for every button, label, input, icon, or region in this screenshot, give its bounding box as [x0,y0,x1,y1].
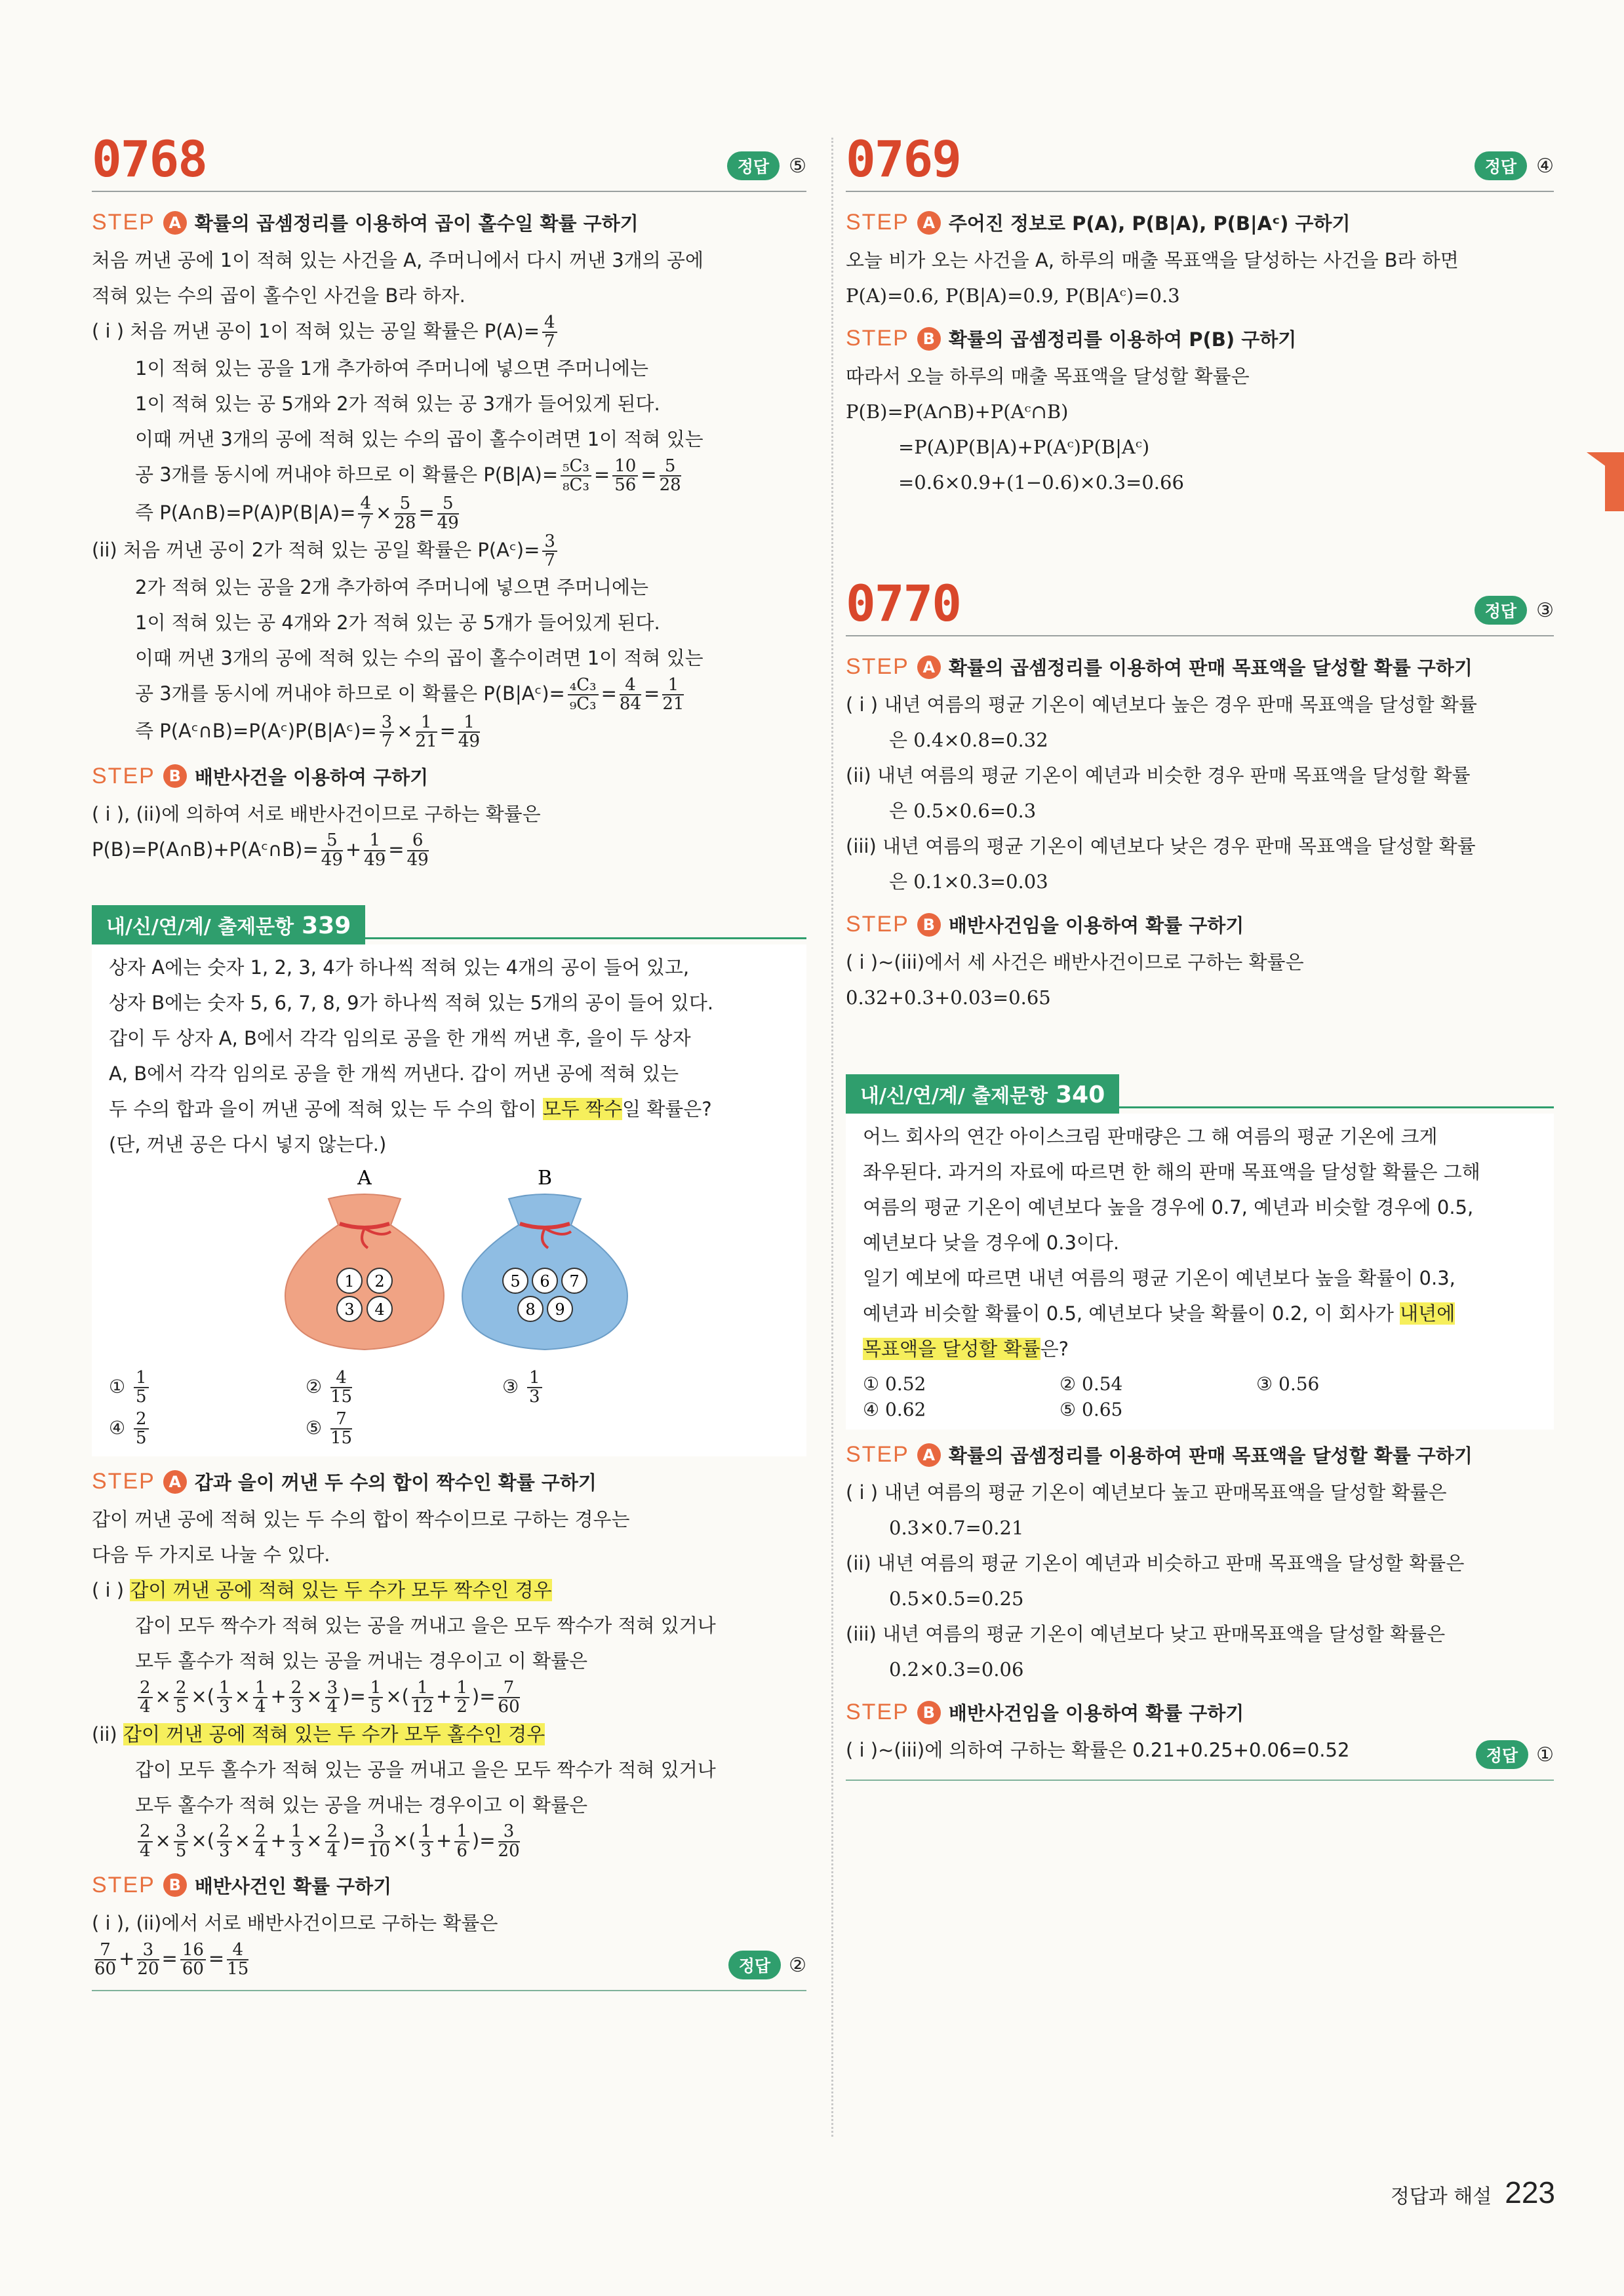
choice-2: ② $\frac{4}{15}$ [306,1368,353,1407]
text-line: 모두 홀수가 적혀 있는 공을 꺼내는 경우이고 이 확률은 [135,1650,588,1673]
bag-b [462,1194,627,1350]
step-word: STEP [846,326,909,351]
fraction: $\frac{7}{15}$ [330,1409,353,1448]
step-word: STEP [92,1469,155,1494]
formula-line: 0.3×0.7=0.21 [889,1517,1024,1539]
answer-badge [1475,596,1554,625]
fraction: $\frac{4}{15}$ [330,1368,353,1407]
fraction: $\frac{2}{4}$ [325,1823,340,1860]
step-a-header [92,1468,806,1495]
fraction: $\frac{7}{60}$ [94,1939,117,1979]
text-line: 적혀 있는 수의 곱이 홀수인 사건을 B라 하자. [92,284,465,307]
exam-link-340-header [846,1074,1554,1114]
problem-text: 상자 A에는 숫자 1, 2, 3, 4가 하나씩 적혀 있는 4개의 공이 들어 있고, [109,956,690,979]
fraction: $\frac{3}{5}$ [174,1823,189,1860]
text-line: 이때 꺼낸 3개의 공에 적혀 있는 수의 곱이 홀수이려면 1이 적혀 있는 [135,428,703,451]
step-b-header [846,911,1554,938]
section-end-rule [846,1780,1554,1781]
section-end-rule [92,1990,806,1991]
fraction: $\frac{2}{5}$ [174,1679,189,1717]
text-line: (ii) 내년 여름의 평균 기온이 예년과 비슷하고 판매 목표액을 달성할 확률은 [846,1552,1465,1574]
step-title: 배반사건임을 이용하여 확률 구하기 [948,914,1244,937]
step-letter-circle: B [163,764,187,788]
step-title: 확률의 곱셈정리를 이용하여 P(B) 구하기 [948,328,1297,351]
exam-link-339-header [92,905,806,944]
page-edge-tab-notch [1587,452,1606,467]
text-line: (iii) 내년 여름의 평균 기온이 예년보다 낮고 판매목표액을 달성할 확률은 [846,1623,1446,1645]
case-head: (ii) 갑이 꺼낸 공에 적혀 있는 두 수가 모두 홀수인 경우 [92,1722,545,1745]
formula-line: 은 0.1×0.3=0.03 [889,870,1048,893]
fraction: $\frac{1}{6}$ [454,1823,469,1860]
text-line: (ii) 내년 여름의 평균 기온이 예년과 비슷한 경우 판매 목표액을 달성할 확률 [846,764,1471,787]
text-line: 2가 적혀 있는 공을 2개 추가하여 주머니에 넣으면 주머니에는 [135,576,648,599]
text-line: 처음 꺼낸 공에 1이 적혀 있는 사건을 A, 주머니에서 다시 꺼낸 3개의 공에 [92,249,703,271]
step-letter-circle: A [163,1470,187,1494]
right-column [846,130,1554,1781]
step-title: 갑과 을이 꺼낸 두 수의 합이 짝수인 확률 구하기 [194,1471,597,1494]
fraction: $\frac{1}{12}$ [411,1677,434,1717]
problem-text: 좌우된다. 과거의 자료에 따르면 한 해의 판매 목표액을 달성할 확률은 그해 [863,1161,1480,1183]
answer-label: 정답 [727,151,780,180]
question-number: 0770 [846,574,961,632]
step-title: 주어진 정보로 P(A), P(B|A), P(B|Aᶜ) 구하기 [948,212,1351,235]
ball-a-label: 2 [374,1272,385,1291]
fraction: $\frac{4}{15}$ [227,1939,249,1979]
text-line: ( i )~(iii)에서 세 사건은 배반사건이므로 구하는 확률은 [846,951,1304,973]
bag-a-label: A [357,1167,372,1190]
step-letter-circle: B [917,1701,941,1724]
step-a-header [846,653,1554,680]
fraction: $\frac{2}{4}$ [138,1679,153,1717]
page-edge-tab [1605,452,1624,511]
fraction: $\frac{2}{3}$ [217,1823,232,1860]
formula-line: $\frac{2}{4}$ × $\frac{2}{5}$ ×( $\frac{1}{3}$ × $\frac{1}{4}$ + $\frac{2}{3}$ × $\frac{3}{4}$ )= $\frac{1}{5}$ ×( $\frac{1}{12}$ + $\frac{1}{2}$ )= $\frac{7}{60}$ [92,1679,806,1716]
text-line: 1이 적혀 있는 공 4개와 2가 적혀 있는 공 5개가 들어있게 된다. [135,612,660,634]
step-word: STEP [846,1442,909,1467]
fraction: $\frac{7}{60}$ [498,1677,520,1717]
header-rule [365,937,806,939]
answer-value: ⑤ [789,154,806,178]
formula-line: =P(A)P(B|A)+P(Aᶜ)P(B|Aᶜ) [898,436,1150,458]
answer-value: ③ [1536,598,1554,622]
step-word: STEP [846,654,909,679]
step-a-header [92,209,806,236]
step-b-header [846,1699,1554,1726]
choice-1: ① 0.52 [863,1373,926,1395]
step-word: STEP [92,763,155,788]
fraction: $\frac{1}{5}$ [134,1369,149,1407]
bag-figure [109,1166,789,1363]
step-word: STEP [846,1700,909,1724]
step-title: 확률의 곱셈정리를 이용하여 곱이 홀수일 확률 구하기 [194,212,639,235]
formula-line: 은 0.5×0.6=0.3 [889,800,1037,822]
question-0768-header [92,130,806,192]
text-line: 모두 홀수가 적혀 있는 공을 꺼내는 경우이고 이 확률은 [135,1793,588,1816]
choice-2: ② 0.54 [1060,1373,1123,1395]
step-a-header [846,209,1554,236]
problem-text: 여름의 평균 기온이 예년보다 높을 경우에 0.7, 예년과 비슷할 경우에 0.5, [863,1196,1474,1218]
case-ii-head: (ii) 처음 꺼낸 공이 2가 적혀 있는 공일 확률은 P(Aᶜ)= $\frac{3}{7}$ [92,532,806,570]
formula-line: $\frac{2}{4}$ × $\frac{3}{5}$ ×( $\frac{2}{3}$ × $\frac{2}{4}$ + $\frac{1}{3}$ × $\frac{2}{4}$ )= $\frac{3}{10}$ ×( $\frac{1}{3}$ + $\frac{1}{6}$ )= $\frac{3}{20}$ [92,1823,806,1860]
problem-339 [92,944,806,1456]
step-letter-circle: A [917,1443,941,1467]
step-word: STEP [92,210,155,235]
answer-label: 정답 [1475,596,1527,625]
formula-line: 0.5×0.5=0.25 [889,1587,1024,1610]
step-b-header [846,325,1554,352]
ball-b-label: 7 [569,1272,580,1291]
step-a-header [846,1441,1554,1468]
fraction: $\frac{1}{4}$ [253,1679,268,1717]
step-title: 배반사건임을 이용하여 확률 구하기 [948,1702,1244,1724]
step-word: STEP [846,210,909,235]
formula-line: 은 0.4×0.8=0.32 [889,729,1048,751]
text-line: 오늘 비가 오는 사건을 A, 하루의 매출 목표액을 달성하는 사건을 B라 하면 [846,249,1459,271]
exam-link-label: 내/신/연/계/ 출제문항 340 [846,1074,1119,1114]
text-line: ( i ), (ii)에 의하여 서로 배반사건이므로 구하는 확률은 [92,802,541,825]
text-line: ( i ) 내년 여름의 평균 기온이 예년보다 높고 판매목표액을 달성할 확률은 [846,1481,1447,1504]
fraction: $\frac{2}{5}$ [134,1411,149,1448]
exam-link-label: 내/신/연/계/ 출제문항 339 [92,905,365,944]
formula-line: P(A)=0.6, P(B|A)=0.9, P(B|Aᶜ)=0.3 [846,284,1180,307]
bag-a [285,1194,444,1350]
question-number: 0768 [92,130,207,188]
fraction: $\frac{1}{3}$ [527,1369,542,1407]
choice-3: ③ $\frac{1}{3}$ [502,1369,699,1407]
step-letter-circle: B [163,1873,187,1897]
choice-3: ③ 0.56 [1256,1373,1320,1395]
text-line: 1이 적혀 있는 공을 1개 추가하여 주머니에 넣으면 주머니에는 [135,357,648,380]
choice-4: ④ 0.62 [863,1399,926,1420]
text-line: 따라서 오늘 하루의 매출 목표액을 달성할 확률은 [846,365,1250,387]
question-0769-header [846,130,1554,192]
text-line: 1이 적혀 있는 공 5개와 2가 적혀 있는 공 3개가 들어있게 된다. [135,393,660,416]
answer-label: 정답 [1475,151,1527,180]
answer-value: ① [1536,1743,1554,1766]
question-number: 0769 [846,130,961,188]
formula-line: 공 3개를 동시에 꺼내야 하므로 이 확률은 P(B|A)= $\frac{\text{₅C₃}}{\text{₈C₃}}$ = $\frac{10}{56}$ = $\frac{5}{28}$ [135,456,681,496]
page-number: 223 [1505,2175,1555,2209]
problem-340 [846,1114,1554,1430]
ball-b-label: 6 [540,1272,550,1291]
problem-text: 두 수의 합과 을이 꺼낸 공에 적혀 있는 두 수의 합이 모두 짝수일 확률은? [109,1098,712,1121]
text-line: (iii) 내년 여름의 평균 기온이 예년보다 낮은 경우 판매 목표액을 달성할 확률 [846,835,1476,857]
case-head: ( i ) 갑이 꺼낸 공에 적혀 있는 두 수가 모두 짝수인 경우 [92,1579,552,1602]
fraction: $\frac{2}{4}$ [138,1823,153,1860]
header-rule [1119,1106,1554,1108]
answer-choices [109,1369,789,1447]
answer-label: 정답 [1476,1740,1528,1769]
text-line: ( i ) 내년 여름의 평균 기온이 예년보다 높은 경우 판매 목표액을 달성할 확률 [846,693,1477,716]
problem-text: 갑이 두 상자 A, B에서 각각 임의로 공을 한 개씩 꺼낸 후, 을이 두 상자 [109,1027,691,1050]
ball-b-label: 9 [555,1300,565,1319]
problem-text: 예년보다 낮을 경우에 0.3이다. [863,1232,1120,1254]
page-footer [1391,2175,1555,2210]
problem-text: 상자 B에는 숫자 5, 6, 7, 8, 9가 하나씩 적혀 있는 5개의 공이 들어 있다. [109,992,714,1015]
step-b-header [92,763,806,790]
fraction: $\frac{1}{3}$ [217,1679,232,1717]
answer-badge [1475,151,1554,180]
case-i-head: ( i ) 처음 꺼낸 공이 1이 적혀 있는 공일 확률은 P(A)= $\frac{4}{7}$ [92,313,806,351]
choice-4: ④ $\frac{2}{5}$ [109,1411,306,1448]
step-letter-circle: A [917,655,941,679]
fraction: $\frac{1}{2}$ [454,1679,469,1717]
ball-a-label: 3 [344,1300,355,1319]
question-0770-header [846,574,1554,636]
choice-1: ① $\frac{1}{5}$ [109,1369,306,1407]
step-letter-circle: A [917,211,941,235]
ball-b-label: 8 [525,1300,536,1319]
choice-5: ⑤ $\frac{7}{15}$ [306,1409,353,1448]
problem-text: 예년과 비슷할 확률이 0.5, 예년보다 낮을 확률이 0.2, 이 회사가 내년에 [863,1302,1456,1325]
text-line: ( i )~(iii)에 의하여 구하는 확률은 0.21+0.25+0.06=0.52 [846,1739,1350,1761]
text-line: ( i ), (ii)에서 서로 배반사건이므로 구하는 확률은 [92,1911,498,1934]
answer-label: 정답 [728,1951,781,1979]
formula-line: 0.2×0.3=0.06 [889,1658,1024,1681]
problem-text: 어느 회사의 연간 아이스크림 판매량은 그 해 여름의 평균 기온에 크게 [863,1125,1438,1148]
step-title: 배반사건인 확률 구하기 [194,1875,392,1897]
formula-line: 공 3개를 동시에 꺼내야 하므로 이 확률은 P(B|Aᶜ)= $\frac{\text{₄C₃}}{\text{₉C₃}}$ = $\frac{4}{84}$ = $\frac{1}{21}$ [135,674,684,714]
step-b-header [92,1872,806,1899]
formula-line: P(B)=P(A∩B)+P(Aᶜ∩B)= $\frac{5}{49}$ + $\frac{1}{49}$ = $\frac{6}{49}$ [92,830,429,870]
problem-text: 일기 예보에 따르면 내년 여름의 평균 기온이 예년보다 높을 확률이 0.3, [863,1267,1456,1289]
bags-illustration [109,1166,633,1363]
step-title: 배반사건을 이용하여 구하기 [194,766,429,788]
ball-b-label: 5 [510,1272,521,1291]
ball-a-label: 4 [374,1300,385,1319]
step-letter-circle: B [917,327,941,351]
formula-line: $\frac{7}{60}$ + $\frac{3}{20}$ = $\frac{16}{60}$ = $\frac{4}{15}$ [94,1939,249,1979]
fraction: $\frac{16}{60}$ [180,1941,206,1979]
step-word: STEP [92,1872,155,1897]
text-line: 이때 꺼낸 3개의 공에 적혀 있는 수의 곱이 홀수이려면 1이 적혀 있는 [135,647,703,670]
answer-value: ④ [1536,154,1554,178]
fraction: $\frac{1}{3}$ [289,1823,304,1860]
left-column [92,130,806,1991]
step-letter-circle: A [163,211,187,235]
fraction: $\frac{1}{3}$ [419,1823,434,1860]
fraction: $\frac{2}{4}$ [253,1823,268,1860]
formula-line: =0.6×0.9+(1−0.6)×0.3=0.66 [898,471,1184,494]
fraction: $\frac{1}{5}$ [368,1679,384,1717]
problem-text: (단, 꺼낸 공은 다시 넣지 않는다.) [109,1133,387,1156]
step-title: 확률의 곱셈정리를 이용하여 판매 목표액을 달성할 확률 구하기 [948,657,1473,679]
choice-5: ⑤ 0.65 [1060,1399,1123,1420]
answer-choices [863,1373,1537,1420]
formula-line: 즉 P(A∩B)=P(A)P(B|A)= $\frac{4}{7}$ × $\frac{5}{28}$ = $\frac{5}{49}$ [135,494,459,533]
text-line: 갑이 모두 홀수가 적혀 있는 공을 꺼내고 을은 모두 짝수가 적혀 있거나 [135,1758,716,1781]
step-title: 확률의 곱셈정리를 이용하여 판매 목표액을 달성할 확률 구하기 [948,1445,1473,1467]
problem-text: 목표액을 달성할 확률은? [863,1338,1069,1360]
fraction: $\frac{3}{20}$ [137,1939,159,1979]
fraction: $\frac{2}{3}$ [289,1679,304,1717]
text-line: 갑이 꺼낸 공에 적혀 있는 두 수의 합이 짝수이므로 구하는 경우는 [92,1508,630,1531]
bag-b-label: B [537,1167,553,1190]
formula-line: P(B)=P(A∩B)+P(Aᶜ∩B) [846,400,1069,423]
answer-badge [727,151,806,180]
text-line: 다음 두 가지로 나눌 수 있다. [92,1544,330,1566]
formula-line: 즉 P(Aᶜ∩B)=P(Aᶜ)P(B|Aᶜ)= $\frac{3}{7}$ × $\frac{1}{21}$ = $\frac{1}{49}$ [135,712,481,752]
column-divider [831,138,833,2137]
formula-line: 0.32+0.3+0.03=0.65 [846,986,1051,1009]
problem-text: A, B에서 각각 임의로 공을 한 개씩 꺼낸다. 갑이 꺼낸 공에 적혀 있는 [109,1062,679,1085]
fraction: $\frac{3}{10}$ [368,1821,390,1861]
fraction: $\frac{3}{20}$ [498,1821,520,1861]
text-line: 갑이 모두 짝수가 적혀 있는 공을 꺼내고 을은 모두 짝수가 적혀 있거나 [135,1614,716,1637]
footer-label: 정답과 해설 [1390,2185,1492,2208]
step-word: STEP [846,912,909,937]
step-letter-circle: B [917,913,941,937]
answer-value: ② [789,1953,806,1977]
ball-a-label: 1 [344,1272,355,1291]
fraction: $\frac{3}{4}$ [325,1679,340,1717]
